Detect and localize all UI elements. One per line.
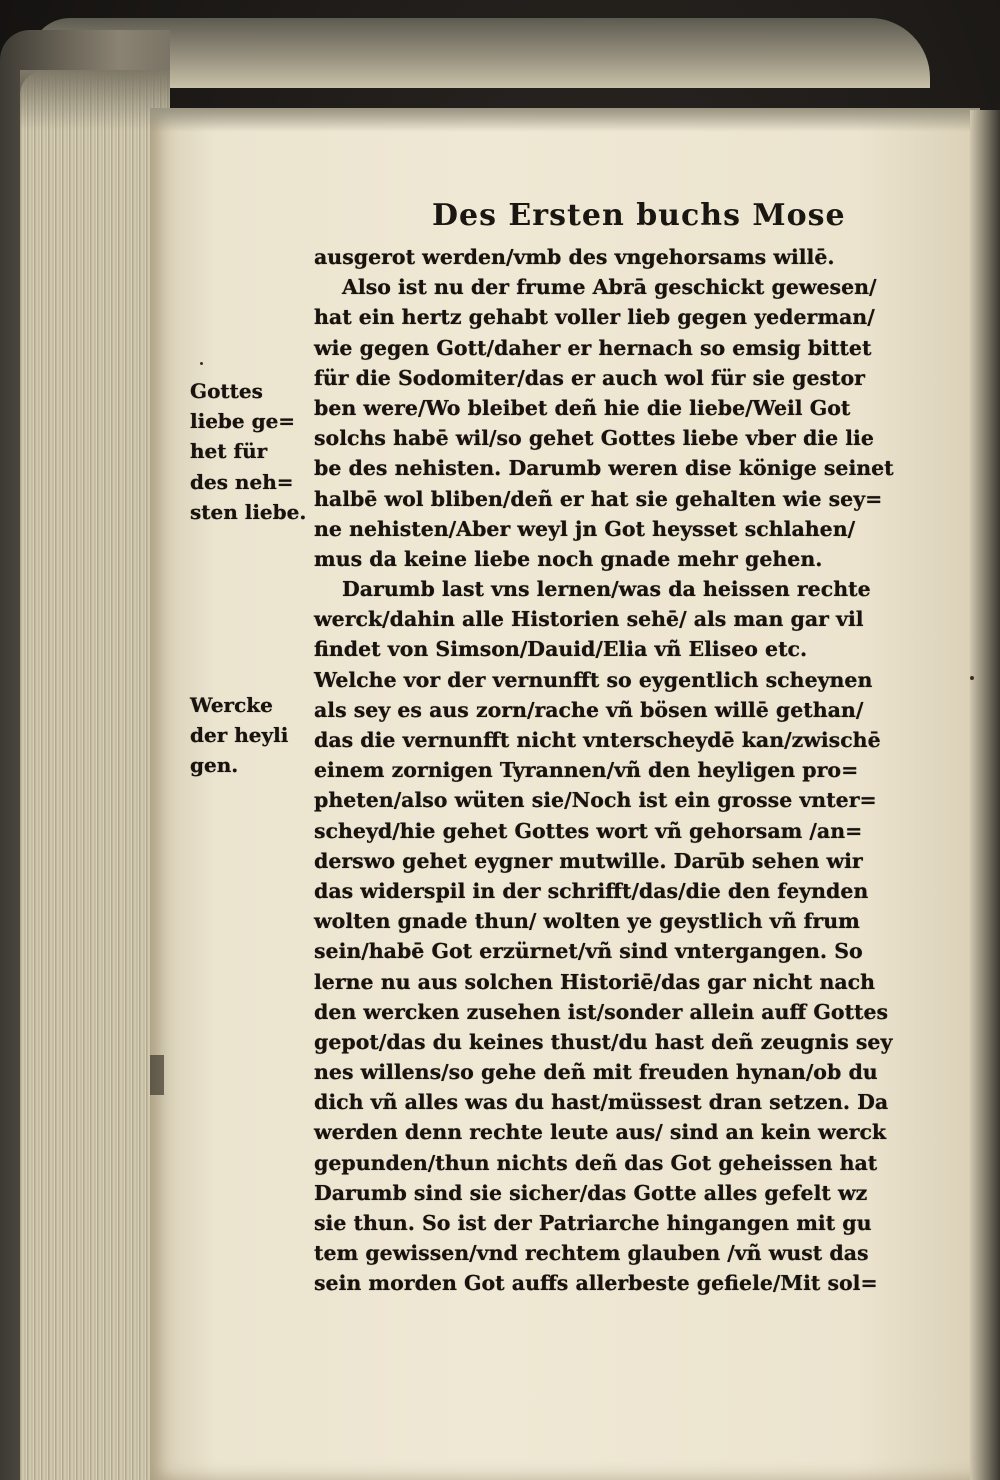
text-line: dich vñ alles was du hast/müssest dran setzen. Da [314,1090,889,1115]
text-line: einem zornigen Tyrannen/vñ den heyligen pro= [314,758,859,783]
margin-note-wercke [190,690,308,781]
text-line: scheyd/hie gehet Gottes wort vñ gehorsam /an= [314,818,863,843]
margin-note-line: Gottes [190,379,263,403]
speck [200,362,203,365]
text-line: solchs habē wil/so gehet Gottes liebe vber die lie [314,426,874,451]
text-line: Welche vor der vernunfft so eygentlich scheynen [314,667,873,692]
text-line: derswo gehet eygner mutwille. Darūb sehen wir [314,848,863,873]
text-line: Also ist nu der frume Abrā geschickt gewesen/ [342,275,877,300]
text-line: für die Sodomiter/das er auch wol für sie gestor [314,365,865,390]
margin-note-line: der heyli [190,723,289,748]
text-line: lerne nu aus solchen Historiē/das gar nicht nach [314,969,876,994]
text-line: gepot/das du keines thust/du hast deñ zeugnis sey [314,1029,893,1054]
text-line: sie thun. So ist der Patriarche hingangen mit gu [314,1211,872,1235]
page-edges [20,70,170,1480]
text-line: den wercken zusehen ist/sonder allein auff Gottes [314,999,889,1024]
text-line: ben were/Wo bleibet deñ hie die liebe/Weil Got [314,395,851,420]
text-line: gepunden/thun nichts deñ das Got geheissen hat [314,1150,878,1175]
text-line: pheten/also wüten sie/Noch ist ein grosse vnter= [314,788,877,813]
text-line: als sey es aus zorn/rache vñ bösen willē gethan/ [314,697,864,722]
text-line: werck/dahin alle Historien sehē/ als man gar vil [314,607,864,632]
text-line: nes willens/so gehe deñ mit freuden hynan/ob du [314,1060,878,1085]
margin-note-line: gen. [190,753,239,778]
text-line: sein morden Got auffs allerbeste gefiele/Mit sol= [314,1271,878,1296]
text-line: sein/habē Got erzürnet/vñ sind vntergangen. So [314,939,863,964]
body-text [314,242,902,1299]
text-line: ne nehisten/Aber weyl jn Got heysset schlahen/ [314,516,856,541]
gutter-mark [150,1055,164,1095]
text-line: Darumb sind sie sicher/das Gotte alles gefelt wz [314,1180,868,1205]
text-line: das widerspil in der schrifft/das/die den feynden [314,878,869,903]
text-line: Darumb last vns lernen/was da heissen rechte [342,577,871,602]
running-header: Des Ersten buchs Mose [432,198,846,233]
page-right-shadow [970,110,1000,1480]
margin-note-line: des neh= [190,469,294,494]
text-line: findet von Simson/Dauid/Elia vñ Eliseo etc. [314,637,808,662]
text-line: das die vernunfft nicht vnterscheydē kan/zwischē [314,728,881,752]
margin-note-line: het für [190,439,268,464]
text-line: mus da keine liebe noch gnade mehr gehen. [314,546,823,571]
text-line: halbē wol bliben/deñ er hat sie gehalten wie sey= [314,486,883,511]
text-line: wolten gnade thun/ wolten ye geystlich vñ frum [314,909,860,934]
margin-note-line: liebe ge= [190,409,296,434]
speck [970,676,974,680]
margin-note-gottes-liebe [190,376,308,527]
text-line: hat ein hertz gehabt voller lieb gegen yederman/ [314,305,875,330]
text-line: werden denn rechte leute aus/ sind an kein werck [314,1120,887,1145]
margin-note-line: Wercke [190,693,273,717]
text-line: wie gegen Gott/daher er hernach so emsig bittet [314,335,872,360]
text-line: ausgerot werden/vmb des vngehorsams willē. [314,245,835,269]
margin-note-line: sten liebe. [190,499,307,524]
text-line: tem gewissen/vnd rechtem glauben /vñ wust das [314,1241,869,1266]
text-line: be des nehisten. Darumb weren dise könige seinet [314,456,894,481]
